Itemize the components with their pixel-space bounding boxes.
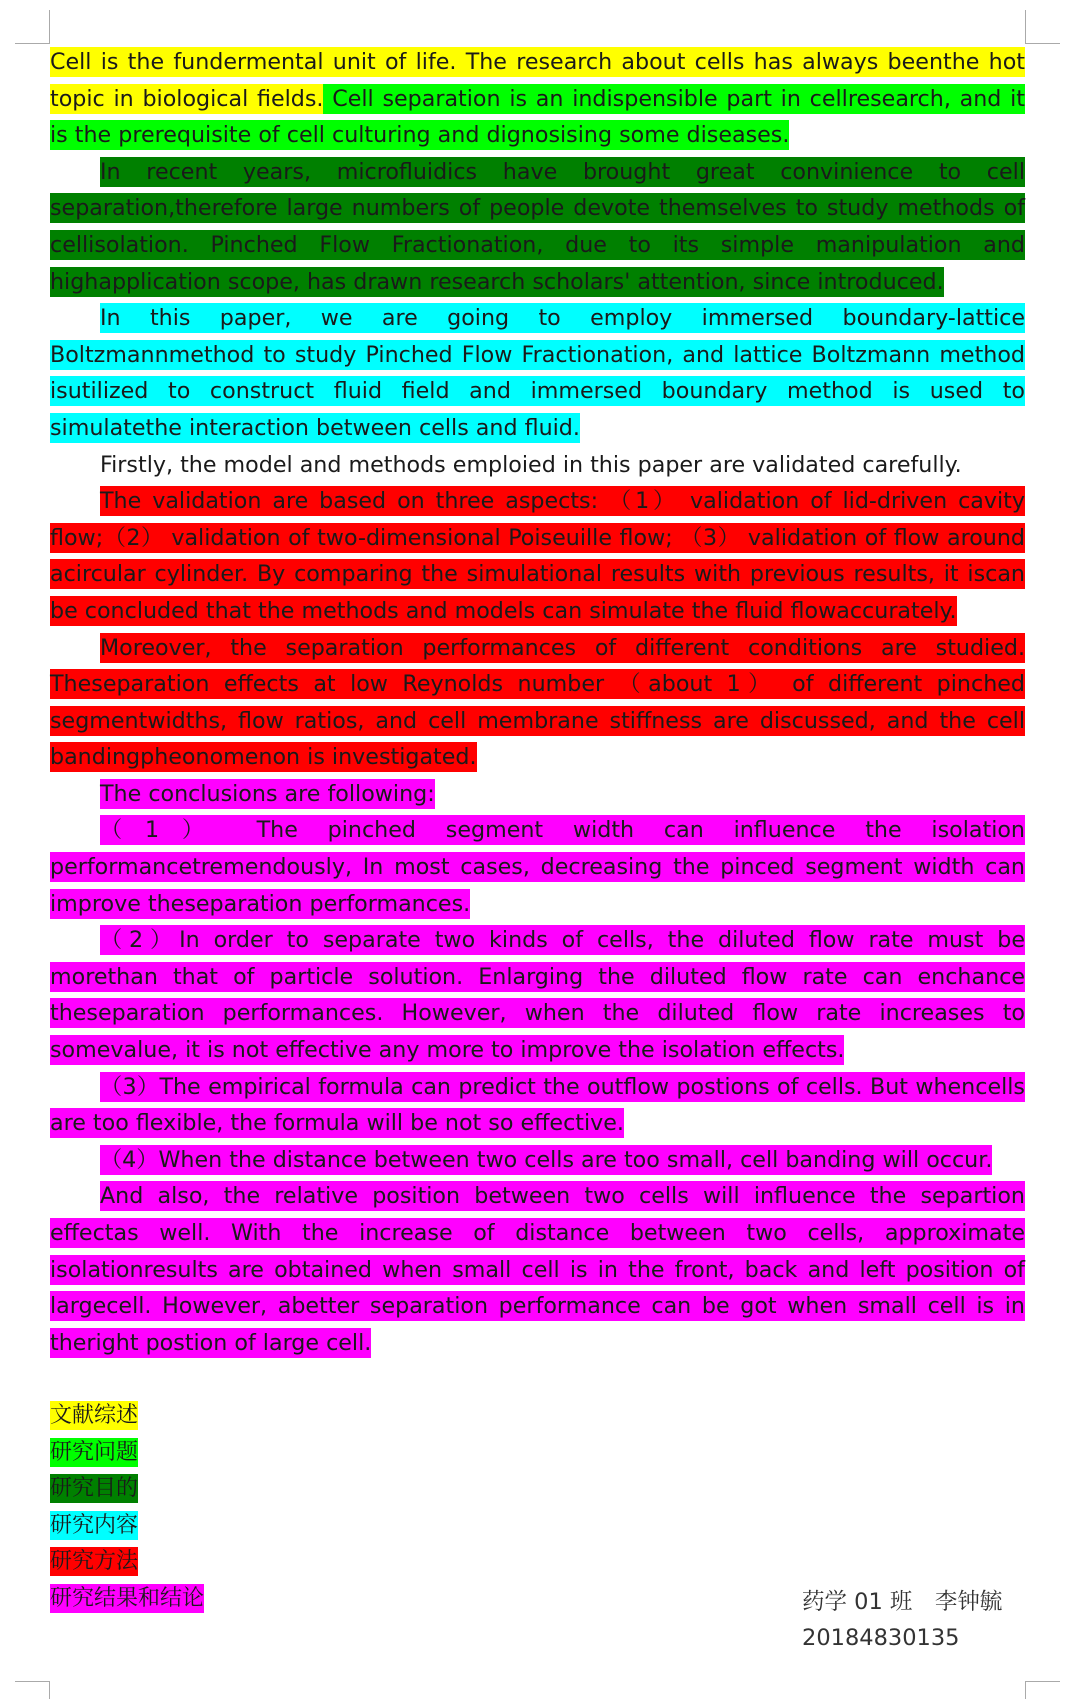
paragraph-purpose (50, 154, 1025, 300)
highlight-results: And also, the relative position between two cells will influence the separtion effectas well. With the increase of distance between two cells, approximate isolationresults are obtained when small cell is in the front, back and left position of largecell. However, abetter separation performance can be got when small cell is in theright postion of large cell. (50, 1183, 1025, 1356)
legend-item-research-method: 研究方法 (50, 1549, 139, 1575)
author-student-id: 20184830135 (802, 1625, 960, 1651)
paragraph-intro (50, 44, 1025, 154)
crop-mark-top-left-h (15, 43, 50, 44)
legend-item-results: 研究结果和结论 (50, 1585, 205, 1611)
author-class-name: 药学 01 班 李钟毓 (802, 1589, 1003, 1615)
legend-item-research-content: 研究内容 (50, 1512, 139, 1538)
crop-mark-top-right-v (1025, 10, 1026, 44)
paragraph-separation (50, 630, 1025, 776)
document-body[interactable] (50, 44, 1025, 1361)
paragraph-conclusions-heading (50, 776, 1025, 813)
paragraph-validation-intro (50, 447, 1025, 484)
crop-mark-top-left-v (49, 10, 50, 44)
highlight-results: （3）The empirical formula can predict the outflow postions of cells. But whencells are too flexible, the formula will be not so effective. (50, 1073, 1025, 1137)
highlight-results: （4）When the distance between two cells are too small, cell banding will occur. (100, 1146, 993, 1173)
highlight-results: （2）In order to separate two kinds of cells, the diluted flow rate must be morethan that of particle solution. Enlarging the diluted flow rate can enchance theseparation performances. However, when the diluted flow rate increases to somevalue, it is not effective any more to improve the isolation effects. (50, 927, 1025, 1064)
paragraph-conclusion-4 (50, 1142, 1025, 1179)
legend-item-research-purpose: 研究目的 (50, 1476, 139, 1502)
highlight-research-problem: Cell separation is an indispensible part in cellresearch, and it is the prerequisite of cell culturing and dignosising some diseases. (50, 85, 1025, 149)
color-legend (50, 1398, 204, 1618)
crop-mark-top-right-h (1025, 43, 1060, 44)
highlight-research-method: The validation are based on three aspects: （1） validation of lid-driven cavity flow;（2） validation of two-dimensional Poiseuille flow; （3） validation of flow around acircular cylinder. By comparing the simulational results with previous results, it iscan be concluded that the methods and models can simulate the fluid flowaccurately. (50, 488, 1025, 624)
paragraph-conclusion-2 (50, 922, 1025, 1068)
highlight-research-purpose: In recent years, microfluidics have brought great convinience to cell separation,therefore large numbers of people devote themselves to study methods of cellisolation. Pinched Flow Fractionation, due to its simple manipulation and highapplication scope, has drawn research scholars' attention, since introduced. (50, 158, 1025, 295)
author-info (802, 1584, 1002, 1656)
highlight-results: （1） The pinched segment width can influence the isolation performancetremendously, In most cases, decreasing the pinced segment width can improve theseparation performances. (50, 817, 1025, 917)
paragraph-validation (50, 483, 1025, 629)
highlight-literature-review: Cell is the fundermental unit of life. The research about cells has always beenthe hot topic in biological fields. (50, 49, 1025, 112)
highlight-research-content: In this paper, we are going to employ immersed boundary-lattice Boltzmannmethod to study Pinched Flow Fractionation, and lattice Boltzmann method isutilized to construct fluid field and immersed boundary method is used to simulatethe interaction between cells and fluid. (50, 305, 1025, 441)
legend-item-research-problem: 研究问题 (50, 1439, 139, 1465)
highlight-results: The conclusions are following: (100, 780, 435, 807)
crop-mark-bottom-right-v (1025, 1681, 1026, 1699)
paragraph-conclusion-3 (50, 1069, 1025, 1142)
paragraph-conclusion-5 (50, 1178, 1025, 1361)
crop-mark-bottom-left-v (49, 1681, 50, 1699)
crop-mark-bottom-left-h (15, 1681, 50, 1682)
highlight-research-method: Moreover, the separation performances of different conditions are studied. Theseparation effects at low Reynolds number （about 1） of different pinched segmentwidths, flow ratios, and cell membrane stiffness are discussed, and the cell bandingpheonomenon is investigated. (50, 634, 1025, 771)
crop-mark-bottom-right-h (1025, 1681, 1060, 1682)
plain-text: Firstly, the model and methods emploied in this paper are validated carefully. (100, 451, 962, 478)
paragraph-content (50, 300, 1025, 446)
paragraph-conclusion-1 (50, 812, 1025, 922)
legend-item-literature-review: 文献综述 (50, 1403, 139, 1428)
